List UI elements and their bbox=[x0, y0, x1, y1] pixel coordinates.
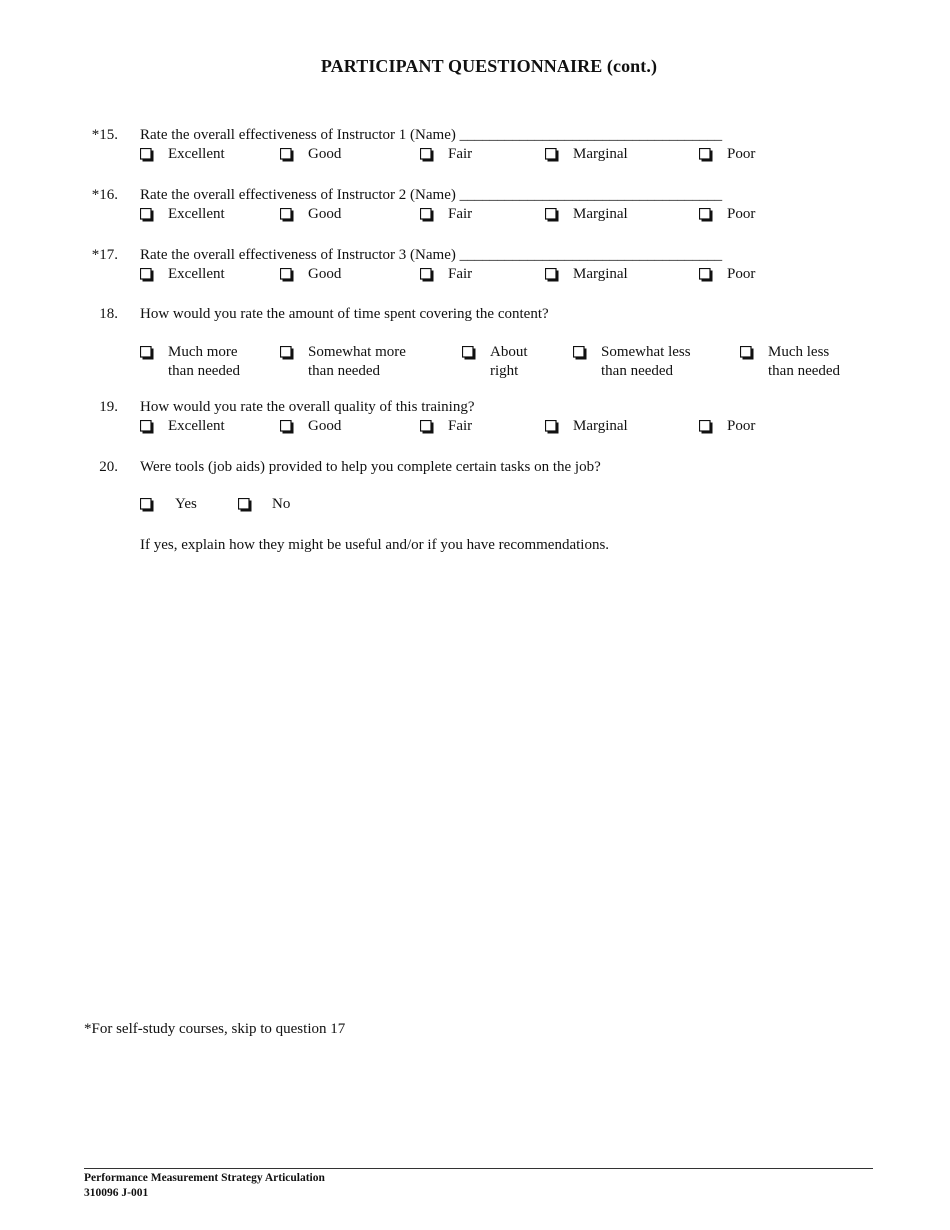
checkbox-icon[interactable] bbox=[420, 420, 433, 433]
option-label: Good bbox=[308, 266, 342, 282]
checkbox-icon[interactable] bbox=[545, 208, 558, 221]
option-label-line2: than needed bbox=[768, 363, 841, 379]
option-label: Marginal bbox=[573, 146, 628, 162]
question-text-15: Rate the overall effectiveness of Instructor 1 (Name) ___________________________________ bbox=[140, 127, 723, 143]
question-number-17: *17. bbox=[91, 247, 118, 263]
option-label: Fair bbox=[448, 418, 473, 434]
option-label: Marginal bbox=[573, 206, 628, 222]
checkbox-icon[interactable] bbox=[140, 498, 153, 511]
option-label: Excellent bbox=[168, 266, 225, 282]
question-text-18: How would you rate the amount of time spent covering the content? bbox=[140, 306, 549, 322]
option-label: Marginal bbox=[573, 266, 628, 282]
footer-code: 310096 J-001 bbox=[84, 1187, 149, 1199]
option-label: Good bbox=[308, 418, 342, 434]
option-label: No bbox=[272, 496, 291, 512]
checkbox-icon[interactable] bbox=[420, 148, 433, 161]
checkbox-icon[interactable] bbox=[699, 148, 712, 161]
option-label: Good bbox=[308, 206, 342, 222]
checkbox-icon[interactable] bbox=[545, 268, 558, 281]
checkbox-icon[interactable] bbox=[699, 268, 712, 281]
checkbox-icon[interactable] bbox=[420, 268, 433, 281]
checkbox-icon[interactable] bbox=[140, 148, 153, 161]
option-label: Good bbox=[308, 146, 342, 162]
checkbox-icon[interactable] bbox=[420, 208, 433, 221]
option-label: Poor bbox=[727, 266, 756, 282]
option-label: Yes bbox=[175, 496, 197, 512]
question-number-19: 19. bbox=[99, 399, 118, 415]
option-label: Fair bbox=[448, 146, 473, 162]
checkbox-icon[interactable] bbox=[140, 346, 153, 359]
question-number-18: 18. bbox=[99, 306, 118, 322]
checkbox-icon[interactable] bbox=[238, 498, 251, 511]
checkbox-icon[interactable] bbox=[140, 268, 153, 281]
footer-title: Performance Measurement Strategy Articulation bbox=[84, 1172, 325, 1184]
checkbox-icon[interactable] bbox=[573, 346, 586, 359]
checkbox-icon[interactable] bbox=[699, 208, 712, 221]
option-label: Excellent bbox=[168, 146, 225, 162]
option-label: Fair bbox=[448, 206, 473, 222]
checkbox-icon[interactable] bbox=[140, 420, 153, 433]
footnote: *For self-study courses, skip to question 17 bbox=[84, 1021, 346, 1037]
checkbox-icon[interactable] bbox=[140, 208, 153, 221]
checkbox-icon[interactable] bbox=[280, 148, 293, 161]
footer-divider bbox=[84, 1168, 873, 1169]
question-text-19: How would you rate the overall quality of this training? bbox=[140, 399, 475, 415]
checkbox-icon[interactable] bbox=[545, 420, 558, 433]
option-label-line2: than needed bbox=[601, 363, 674, 379]
option-label-line1: Somewhat less bbox=[601, 344, 691, 360]
checkbox-icon[interactable] bbox=[280, 208, 293, 221]
checkbox-icon[interactable] bbox=[280, 420, 293, 433]
question-text-16: Rate the overall effectiveness of Instructor 2 (Name) ___________________________________ bbox=[140, 187, 723, 203]
option-label: Marginal bbox=[573, 418, 628, 434]
option-label: Poor bbox=[727, 418, 756, 434]
option-label-line1: Somewhat more bbox=[308, 344, 406, 360]
checkbox-icon[interactable] bbox=[280, 268, 293, 281]
option-label-line1: Much more bbox=[168, 344, 238, 360]
option-label-line1: Much less bbox=[768, 344, 830, 360]
question-number-20: 20. bbox=[99, 459, 118, 475]
checkbox-icon[interactable] bbox=[280, 346, 293, 359]
option-label: Poor bbox=[727, 206, 756, 222]
explain-answer-area[interactable] bbox=[140, 565, 870, 985]
option-label: Poor bbox=[727, 146, 756, 162]
option-label: Excellent bbox=[168, 206, 225, 222]
checkbox-icon[interactable] bbox=[740, 346, 753, 359]
question-text-20: Were tools (job aids) provided to help you complete certain tasks on the job? bbox=[140, 459, 601, 475]
explain-prompt: If yes, explain how they might be useful and/or if you have recommendations. bbox=[140, 537, 610, 553]
option-label-line2: than needed bbox=[308, 363, 381, 379]
question-number-15: *15. bbox=[91, 127, 118, 143]
option-label-line2: right bbox=[490, 363, 519, 379]
option-label-line2: than needed bbox=[168, 363, 241, 379]
checkbox-icon[interactable] bbox=[545, 148, 558, 161]
page-title: PARTICIPANT QUESTIONNAIRE (cont.) bbox=[320, 56, 658, 76]
option-label-line1: About bbox=[490, 344, 528, 360]
option-label: Fair bbox=[448, 266, 473, 282]
question-number-16: *16. bbox=[91, 187, 118, 203]
checkbox-icon[interactable] bbox=[462, 346, 475, 359]
option-label: Excellent bbox=[168, 418, 225, 434]
question-text-17: Rate the overall effectiveness of Instructor 3 (Name) ___________________________________ bbox=[140, 247, 723, 263]
checkbox-icon[interactable] bbox=[699, 420, 712, 433]
